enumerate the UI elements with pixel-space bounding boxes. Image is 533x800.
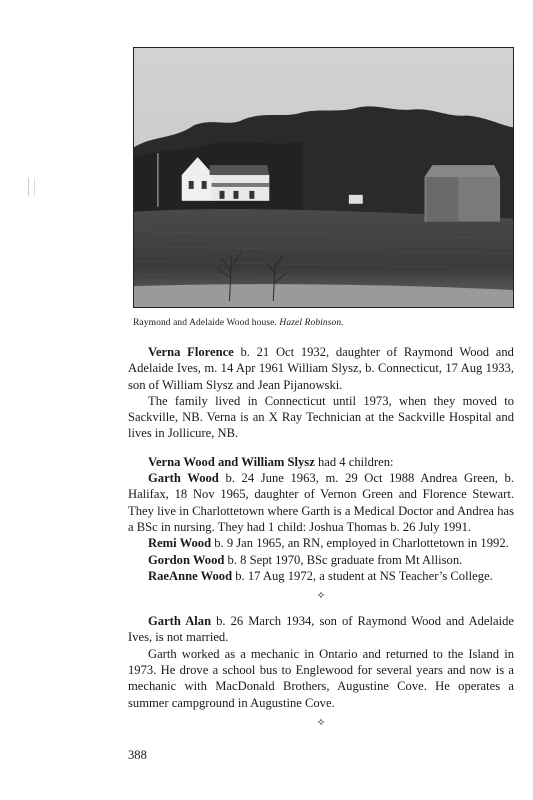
paragraph-raeanne-wood: RaeAnne Wood b. 17 Aug 1972, a student at NS Teacher’s College. [148,568,493,583]
paragraph-family-lived: The family lived in Connecticut until 1973, when they moved to Sackville, NB. Verna is an X Ray Technician at the Sackville Hospital and lives in Jollicure, NB. [128,393,514,441]
ornament-divider-end: ✧ [316,716,326,729]
paragraph-garth-wood: Garth Wood b. 24 June 1963, m. 29 Oct 1988 Andrea Green, b. Halifax, 18 Nov 1965, daughter of Vernon Green and Florence Stewart. They live in Charlottetown where Garth is a Medical Doctor and Andrea has a BSc in nursing. They had 1 child: Joshua Thomas b. 26 July 1991. [128,471,514,534]
photo-caption [133,318,514,328]
ornament-divider: ✧ [316,590,326,603]
caption-credit: Hazel Robinson. [279,318,344,328]
margin-scan-mark [28,178,35,196]
body-text [128,344,514,740]
paragraph-verna-florence: Verna Florence b. 21 Oct 1932, daughter of Raymond Wood and Adelaide Ives, m. 14 Apr 1961 William Slysz, b. Connecticut, 17 Aug 1933, son of William Slysz and Jean Pijanowski. [128,345,514,392]
page-number: 388 [128,748,147,762]
paragraph-gordon-wood: Gordon Wood b. 8 Sept 1970, BSc graduate from Mt Allison. [148,552,463,567]
paragraph-garth-worked: Garth worked as a mechanic in Ontario and returned to the Island in 1973. He drove a school bus to Englewood for several years and now is a mechanic with MacDonald Brothers, Augustine Cove. He operates a summer campground in Augustine Cove. [128,646,514,710]
paragraph-garth-alan: Garth Alan b. 26 March 1934, son of Raymond Wood and Adelaide Ives, is not married. [128,614,515,645]
paragraph-children-intro: Verna Wood and William Slysz had 4 children: [148,454,394,469]
caption-text: Raymond and Adelaide Wood house. [133,318,280,328]
paragraph-remi-wood: Remi Wood b. 9 Jan 1965, an RN, employed in Charlottetown in 1992. [148,536,509,551]
farmhouse-photo [133,47,514,308]
